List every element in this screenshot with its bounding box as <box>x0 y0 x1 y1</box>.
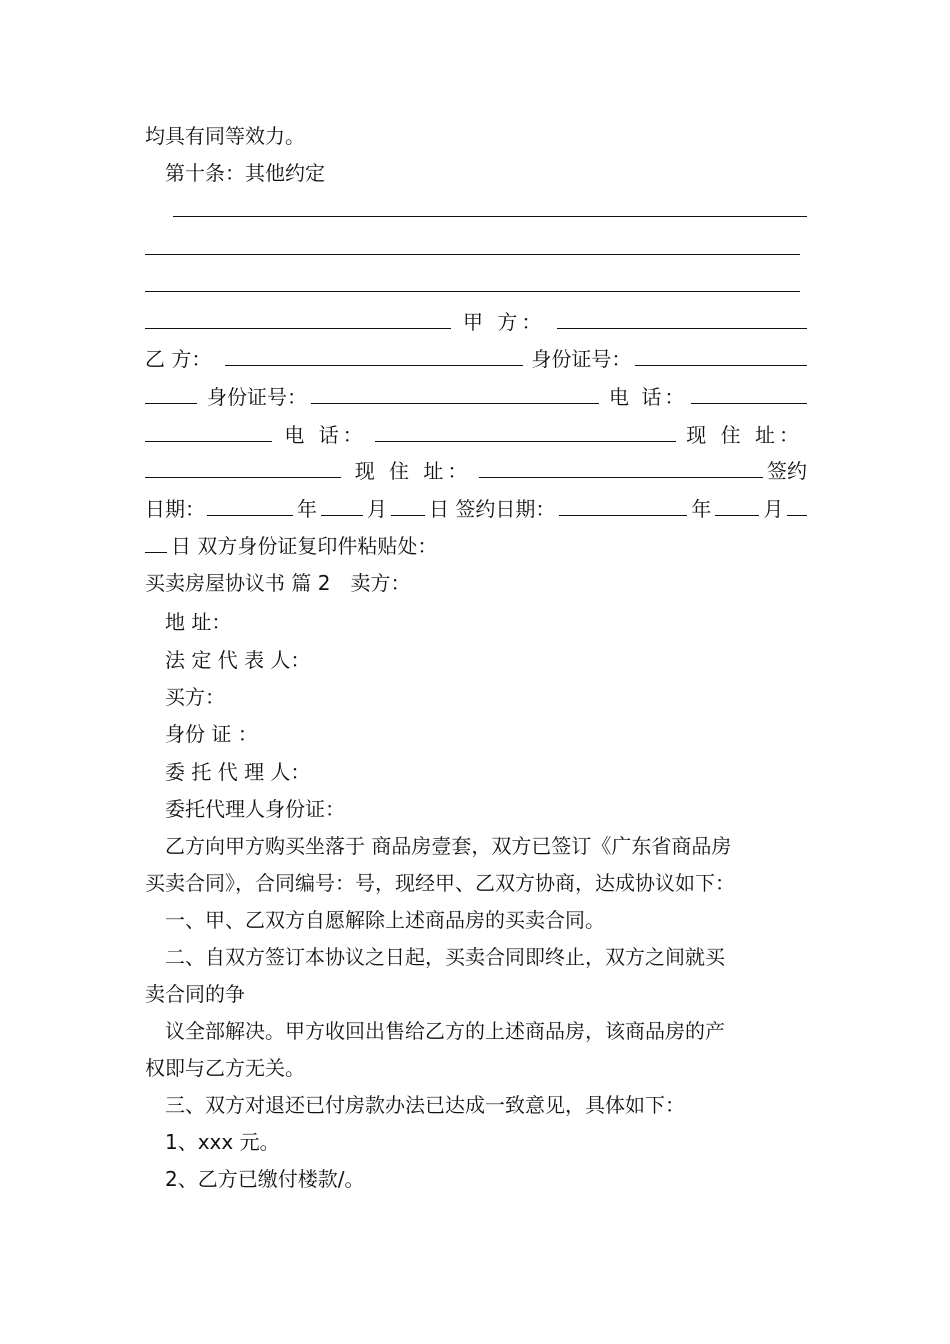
clause-ten-title <box>165 159 807 187</box>
blank-field <box>145 383 197 404</box>
list-item <box>165 1128 807 1156</box>
id-label: 身份证号： <box>531 347 632 371</box>
paragraph-text: 权即与乙方无关。 <box>145 1056 305 1080</box>
paragraph-line <box>165 943 807 971</box>
id-label: 身份证号： <box>207 385 307 409</box>
month-label: 月 <box>763 497 784 521</box>
blank-field <box>715 495 759 516</box>
list-item-text: 1、xxx 元。 <box>165 1130 280 1154</box>
blank-field <box>787 495 807 516</box>
field-line <box>165 758 807 786</box>
year-label: 年 <box>297 497 317 521</box>
blank-field <box>559 495 687 516</box>
id-copy-label: 日 双方身份证复印件粘贴处： <box>171 534 438 558</box>
paragraph-text: 乙方向甲方购买坐落于 商品房壹套，双方已签订《广东省商品房 <box>165 834 732 858</box>
field-line <box>165 683 807 711</box>
list-item-text: 2、乙方已缴付楼款/。 <box>165 1167 365 1191</box>
address-label: 现 住 址： <box>686 423 803 447</box>
paragraph-line <box>145 980 807 1008</box>
field-line <box>165 608 807 636</box>
agreement-title: 买卖房屋协议书 篇 2 卖方： <box>145 571 411 595</box>
party-b-line <box>145 345 807 373</box>
paragraph-line <box>165 906 807 934</box>
paragraph-line <box>165 1091 807 1119</box>
blank-field <box>207 495 293 516</box>
blank-field <box>145 532 167 553</box>
id-copy-line <box>145 532 807 560</box>
phone-label: 电 话： <box>284 423 367 447</box>
blank-field <box>375 421 677 442</box>
buyer-id-label: 身份 证 ： <box>165 722 258 746</box>
paragraph-line <box>165 832 807 860</box>
paragraph-text: 卖合同的争 <box>145 982 245 1006</box>
party-b-label: 乙 方： <box>145 347 212 371</box>
field-line <box>165 720 807 748</box>
blank-field <box>691 383 807 404</box>
buyer-label: 买方： <box>165 685 225 709</box>
section-title <box>145 569 807 597</box>
blank-field <box>225 345 523 366</box>
blank-field <box>391 495 425 516</box>
address-label: 现 住 址： <box>354 459 472 483</box>
blank-field <box>479 457 763 478</box>
blank-rule <box>173 216 807 217</box>
blank-field <box>557 308 807 329</box>
blank-field <box>311 383 599 404</box>
paragraph-text: 二、自双方签订本协议之日起，买卖合同即终止，双方之间就买 <box>165 945 725 969</box>
paragraph-text: 议全部解决。甲方收回出售给乙方的上述商品房，该商品房的产 <box>165 1019 725 1043</box>
blank-field <box>321 495 363 516</box>
party-a-label: 甲 方： <box>463 310 546 334</box>
blank-rule <box>145 291 800 292</box>
sign-label: 签约 <box>767 459 807 483</box>
blank-field <box>635 345 807 366</box>
blank-field <box>145 421 272 442</box>
field-line <box>165 795 807 823</box>
agent-id-label: 委托代理人身份证： <box>165 797 345 821</box>
month-label: 月 <box>367 497 387 521</box>
phone-label: 电 话： <box>609 385 688 409</box>
clause-continuation: 均具有同等效力。 <box>145 124 305 148</box>
field-line <box>165 646 807 674</box>
blank-field <box>145 308 451 329</box>
paragraph-text: 买卖合同》，合同编号：号，现经甲、乙双方协商，达成协议如下： <box>145 871 735 895</box>
paragraph-line <box>145 1054 807 1082</box>
clause-heading: 第十条：其他约定 <box>165 161 325 185</box>
id-phone-line <box>145 383 807 411</box>
sign-date-label: 日期： <box>145 497 205 521</box>
blank-rule <box>145 254 800 255</box>
seller-address-label: 地 址： <box>165 610 232 634</box>
list-item <box>165 1165 807 1193</box>
paragraph-line <box>145 869 807 897</box>
sign-date-line <box>145 495 807 523</box>
paragraph-line <box>165 1017 807 1045</box>
paragraph-text: 一、甲、乙双方自愿解除上述商品房的买卖合同。 <box>165 908 605 932</box>
address-sign-line <box>145 457 807 485</box>
agent-label: 委 托 代 理 人： <box>165 760 311 784</box>
sign-date-label: 日 签约日期： <box>429 497 556 521</box>
legal-representative-label: 法 定 代 表 人： <box>165 648 311 672</box>
blank-field <box>145 457 341 478</box>
phone-address-line <box>145 421 807 449</box>
paragraph-text: 三、双方对退还已付房款办法已达成一致意见，具体如下： <box>165 1093 685 1117</box>
party-a-line <box>145 308 807 336</box>
year-label: 年 <box>691 497 712 521</box>
text-line <box>145 122 807 150</box>
